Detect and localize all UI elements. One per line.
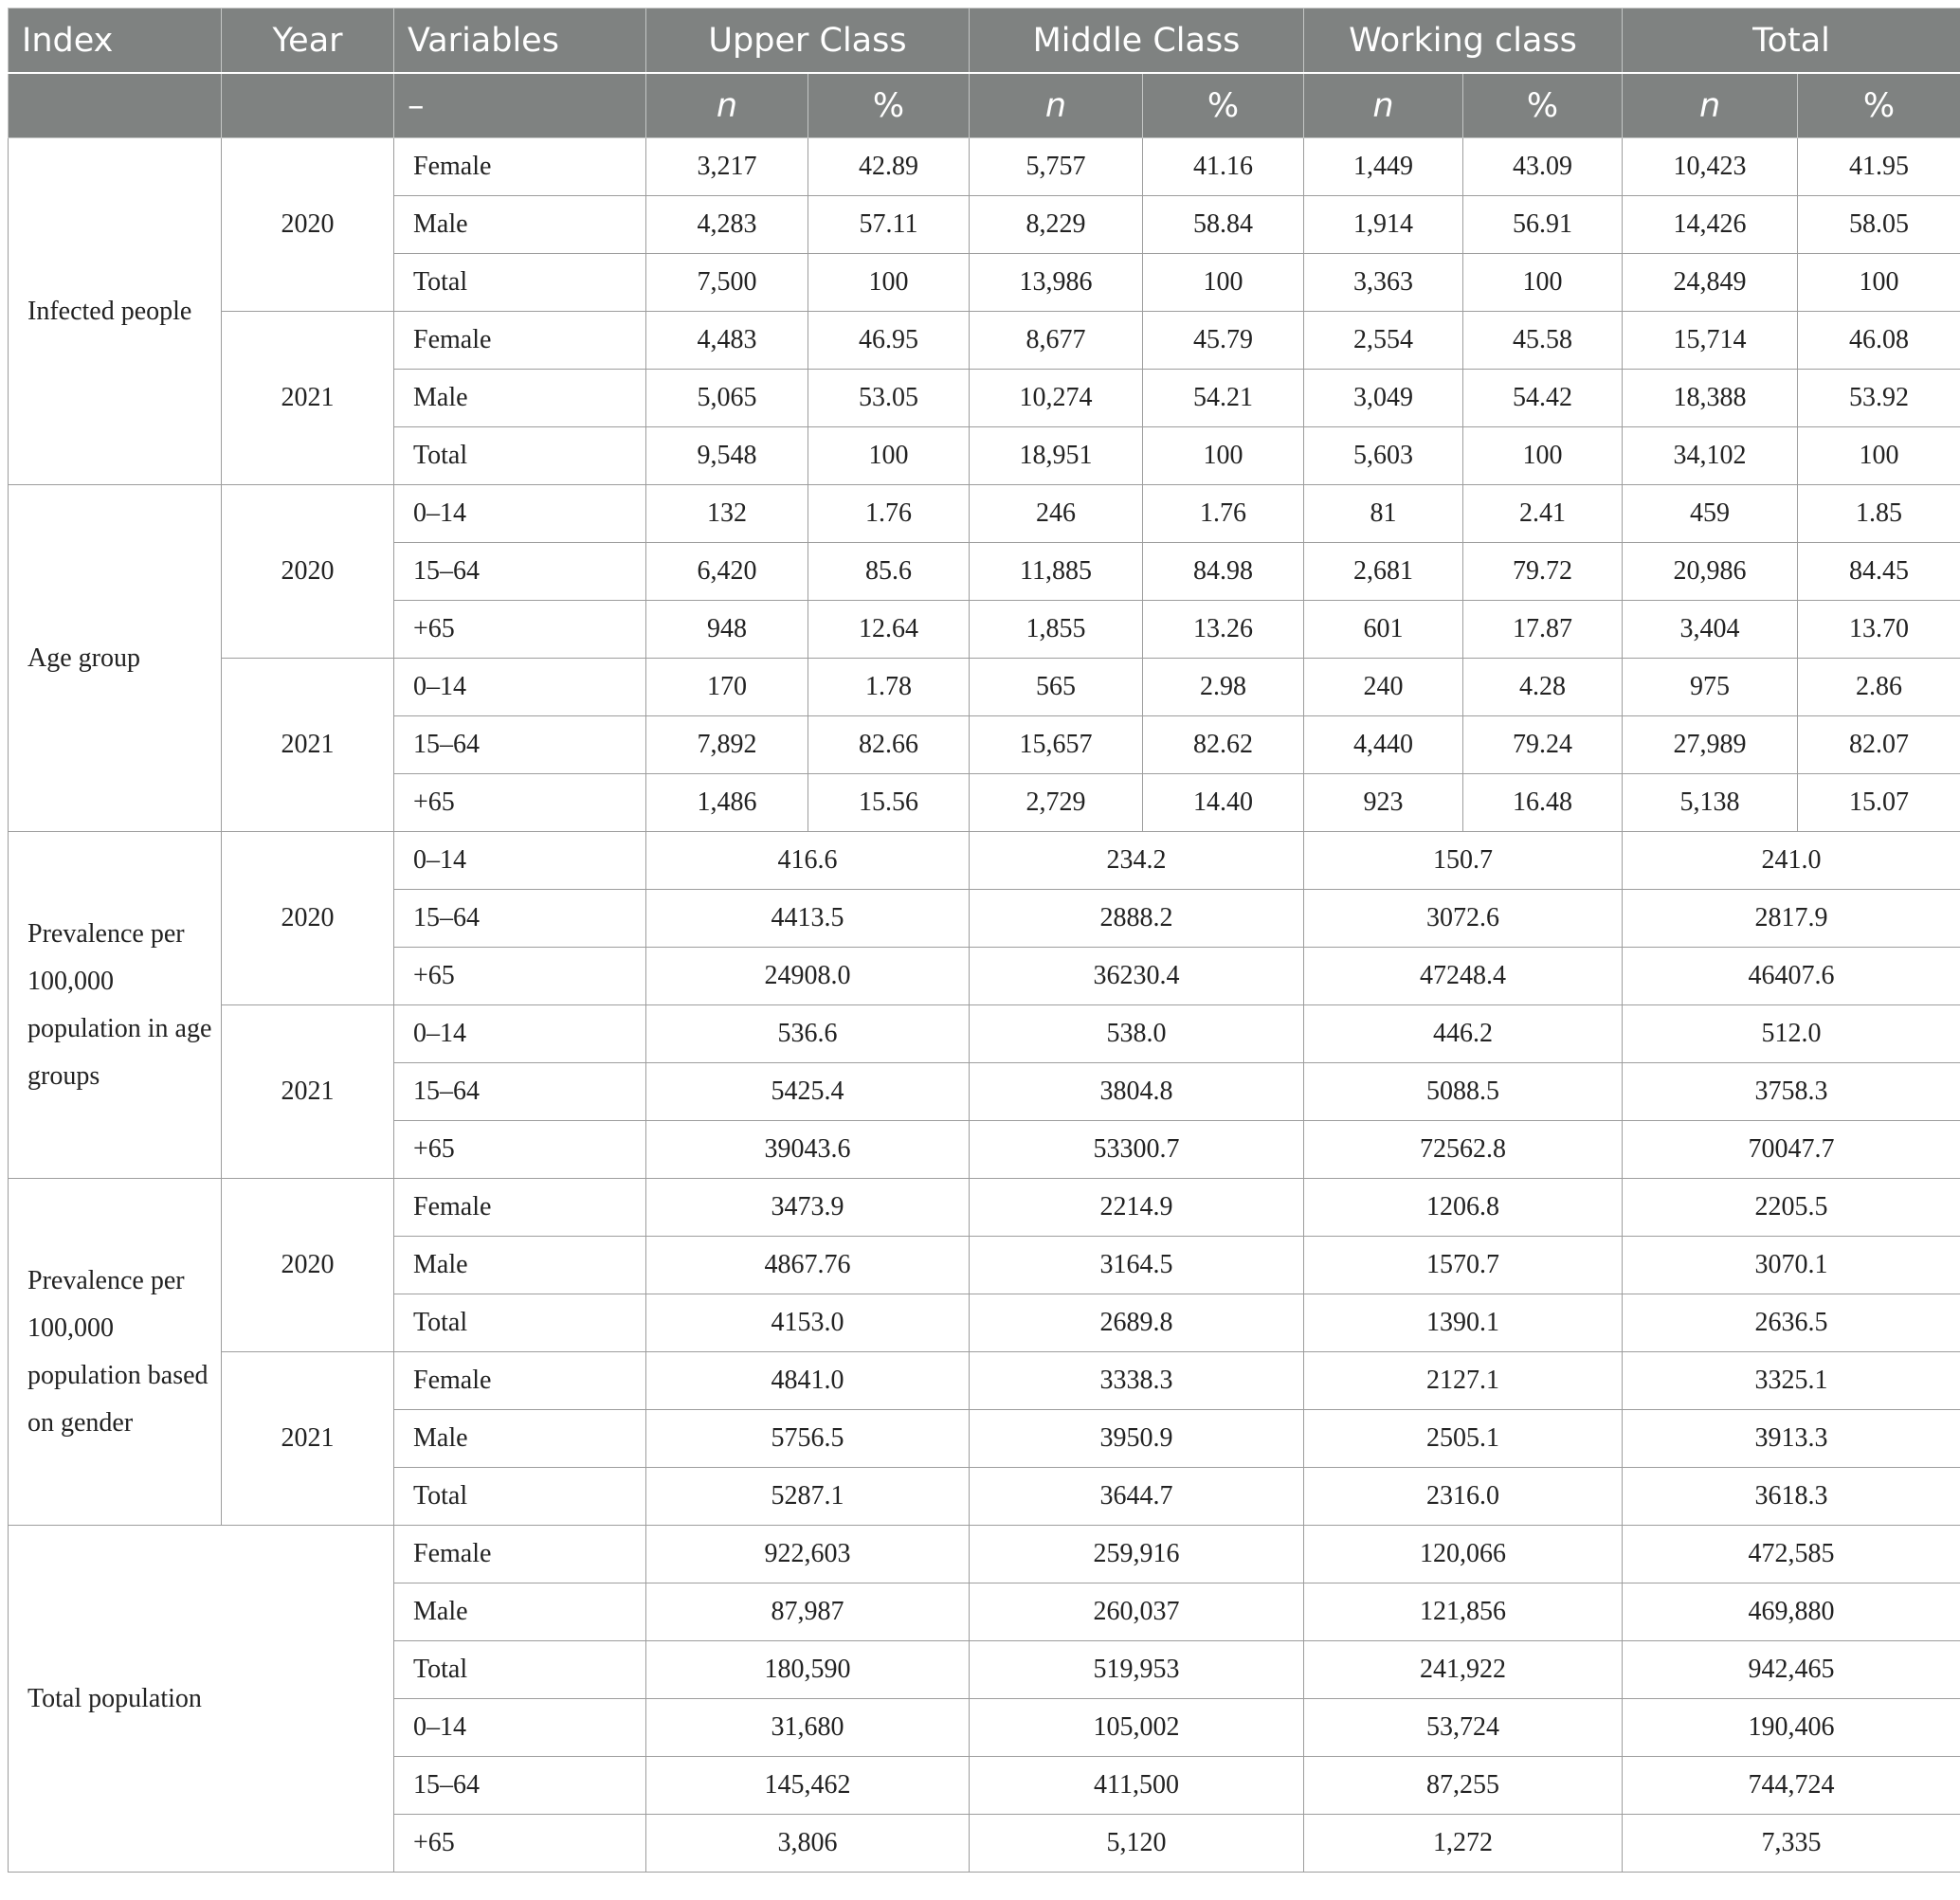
table-row — [9, 312, 1960, 370]
year-cell: 2021 — [222, 1352, 394, 1526]
value-cell: 2205.5 — [1623, 1179, 1960, 1237]
index-cell: Prevalence per 100,000 population based on gender — [9, 1179, 222, 1526]
variable-cell: Total — [394, 254, 646, 312]
value-cell: 18,951 — [970, 427, 1143, 485]
value-cell: 2.41 — [1463, 485, 1623, 543]
value-cell: 3,806 — [646, 1815, 970, 1873]
value-cell: 241,922 — [1304, 1641, 1623, 1699]
header-year-blank — [222, 73, 394, 138]
value-cell: 1390.1 — [1304, 1294, 1623, 1352]
value-cell: 4,440 — [1304, 716, 1463, 774]
value-cell: 13,986 — [970, 254, 1143, 312]
year-cell: 2021 — [222, 659, 394, 832]
variable-cell: 15–64 — [394, 543, 646, 601]
index-cell: Infected people — [9, 138, 222, 485]
value-cell: 241.0 — [1623, 832, 1960, 890]
value-cell: 15.56 — [808, 774, 970, 832]
header-middle-class: Middle Class — [970, 9, 1304, 74]
value-cell: 5,065 — [646, 370, 808, 427]
value-cell: 1.85 — [1798, 485, 1960, 543]
value-cell: 2.98 — [1143, 659, 1304, 716]
value-cell: 5425.4 — [646, 1063, 970, 1121]
value-cell: 85.6 — [808, 543, 970, 601]
value-cell: 1.76 — [1143, 485, 1304, 543]
value-cell: 259,916 — [970, 1526, 1304, 1583]
value-cell: 15,714 — [1623, 312, 1798, 370]
year-cell: 2020 — [222, 832, 394, 1005]
table-row — [9, 659, 1960, 716]
variable-cell: Total — [394, 1468, 646, 1526]
value-cell: 1570.7 — [1304, 1237, 1623, 1294]
value-cell: 47248.4 — [1304, 948, 1623, 1005]
value-cell: 11,885 — [970, 543, 1143, 601]
value-cell: 87,987 — [646, 1583, 970, 1641]
value-cell: 472,585 — [1623, 1526, 1960, 1583]
value-cell: 1,486 — [646, 774, 808, 832]
value-cell: 411,500 — [970, 1757, 1304, 1815]
header-pct: % — [808, 73, 970, 138]
value-cell: 41.16 — [1143, 138, 1304, 196]
value-cell: 14.40 — [1143, 774, 1304, 832]
value-cell: 3,404 — [1623, 601, 1798, 659]
value-cell: 1,855 — [970, 601, 1143, 659]
value-cell: 16.48 — [1463, 774, 1623, 832]
header-n: n — [646, 73, 808, 138]
value-cell: 3644.7 — [970, 1468, 1304, 1526]
value-cell: 3325.1 — [1623, 1352, 1960, 1410]
value-cell: 100 — [1143, 254, 1304, 312]
table-row — [9, 1005, 1960, 1063]
value-cell: 922,603 — [646, 1526, 970, 1583]
value-cell: 1206.8 — [1304, 1179, 1623, 1237]
value-cell: 72562.8 — [1304, 1121, 1623, 1179]
value-cell: 6,420 — [646, 543, 808, 601]
value-cell: 3070.1 — [1623, 1237, 1960, 1294]
value-cell: 31,680 — [646, 1699, 970, 1757]
value-cell: 7,500 — [646, 254, 808, 312]
index-cell: Prevalence per 100,000 population in age groups — [9, 832, 222, 1179]
value-cell: 3473.9 — [646, 1179, 970, 1237]
header-row-1 — [9, 9, 1960, 74]
value-cell: 2888.2 — [970, 890, 1304, 948]
header-index-blank — [9, 73, 222, 138]
value-cell: 1,272 — [1304, 1815, 1623, 1873]
value-cell: 53.05 — [808, 370, 970, 427]
value-cell: 18,388 — [1623, 370, 1798, 427]
value-cell: 4841.0 — [646, 1352, 970, 1410]
year-cell: 2020 — [222, 485, 394, 659]
header-row-2 — [9, 73, 1960, 138]
header-total: Total — [1623, 9, 1960, 74]
value-cell: 3913.3 — [1623, 1410, 1960, 1468]
value-cell: 57.11 — [808, 196, 970, 254]
value-cell: 56.91 — [1463, 196, 1623, 254]
year-cell: 2020 — [222, 138, 394, 312]
value-cell: 246 — [970, 485, 1143, 543]
value-cell: 15,657 — [970, 716, 1143, 774]
value-cell: 84.45 — [1798, 543, 1960, 601]
index-cell: Total population — [9, 1526, 394, 1873]
value-cell: 5287.1 — [646, 1468, 970, 1526]
table-row — [9, 1179, 1960, 1237]
table-header — [9, 9, 1960, 138]
year-cell: 2021 — [222, 312, 394, 485]
value-cell: 36230.4 — [970, 948, 1304, 1005]
value-cell: 20,986 — [1623, 543, 1798, 601]
value-cell: 4,283 — [646, 196, 808, 254]
value-cell: 13.70 — [1798, 601, 1960, 659]
header-variables-dash: – — [394, 73, 646, 138]
value-cell: 5,603 — [1304, 427, 1463, 485]
value-cell: 3,217 — [646, 138, 808, 196]
variable-cell: Male — [394, 1237, 646, 1294]
year-cell: 2020 — [222, 1179, 394, 1352]
header-n: n — [1623, 73, 1798, 138]
value-cell: 82.62 — [1143, 716, 1304, 774]
value-cell: 8,229 — [970, 196, 1143, 254]
value-cell: 4867.76 — [646, 1237, 970, 1294]
variable-cell: +65 — [394, 1121, 646, 1179]
value-cell: 145,462 — [646, 1757, 970, 1815]
table-row — [9, 138, 1960, 196]
variable-cell: Male — [394, 1583, 646, 1641]
header-variables: Variables — [394, 9, 646, 74]
value-cell: 2,681 — [1304, 543, 1463, 601]
value-cell: 120,066 — [1304, 1526, 1623, 1583]
value-cell: 7,892 — [646, 716, 808, 774]
value-cell: 100 — [1463, 427, 1623, 485]
variable-cell: +65 — [394, 774, 646, 832]
value-cell: 5,120 — [970, 1815, 1304, 1873]
value-cell: 260,037 — [970, 1583, 1304, 1641]
value-cell: 10,423 — [1623, 138, 1798, 196]
value-cell: 3,049 — [1304, 370, 1463, 427]
table-body — [9, 138, 1960, 1873]
value-cell: 70047.7 — [1623, 1121, 1960, 1179]
value-cell: 3338.3 — [970, 1352, 1304, 1410]
value-cell: 14,426 — [1623, 196, 1798, 254]
value-cell: 79.24 — [1463, 716, 1623, 774]
value-cell: 5,138 — [1623, 774, 1798, 832]
value-cell: 536.6 — [646, 1005, 970, 1063]
value-cell: 1,449 — [1304, 138, 1463, 196]
header-upper-class: Upper Class — [646, 9, 970, 74]
variable-cell: 0–14 — [394, 1005, 646, 1063]
variable-cell: Female — [394, 1526, 646, 1583]
value-cell: 190,406 — [1623, 1699, 1960, 1757]
variable-cell: Total — [394, 427, 646, 485]
header-index: Index — [9, 9, 222, 74]
value-cell: 46407.6 — [1623, 948, 1960, 1005]
value-cell: 13.26 — [1143, 601, 1304, 659]
value-cell: 105,002 — [970, 1699, 1304, 1757]
value-cell: 46.95 — [808, 312, 970, 370]
variable-cell: 0–14 — [394, 485, 646, 543]
header-n: n — [970, 73, 1143, 138]
value-cell: 234.2 — [970, 832, 1304, 890]
value-cell: 58.84 — [1143, 196, 1304, 254]
value-cell: 53300.7 — [970, 1121, 1304, 1179]
index-cell: Age group — [9, 485, 222, 832]
variable-cell: 0–14 — [394, 659, 646, 716]
variable-cell: 0–14 — [394, 1699, 646, 1757]
variable-cell: Female — [394, 312, 646, 370]
value-cell: 975 — [1623, 659, 1798, 716]
value-cell: 5,757 — [970, 138, 1143, 196]
variable-cell: 0–14 — [394, 832, 646, 890]
variable-cell: Female — [394, 1352, 646, 1410]
value-cell: 1.78 — [808, 659, 970, 716]
value-cell: 17.87 — [1463, 601, 1623, 659]
variable-cell: 15–64 — [394, 716, 646, 774]
value-cell: 948 — [646, 601, 808, 659]
value-cell: 3072.6 — [1304, 890, 1623, 948]
value-cell: 100 — [1463, 254, 1623, 312]
value-cell: 12.64 — [808, 601, 970, 659]
value-cell: 5088.5 — [1304, 1063, 1623, 1121]
value-cell: 46.08 — [1798, 312, 1960, 370]
value-cell: 1,914 — [1304, 196, 1463, 254]
value-cell: 512.0 — [1623, 1005, 1960, 1063]
value-cell: 132 — [646, 485, 808, 543]
value-cell: 3804.8 — [970, 1063, 1304, 1121]
value-cell: 519,953 — [970, 1641, 1304, 1699]
variable-cell: Total — [394, 1641, 646, 1699]
variable-cell: +65 — [394, 601, 646, 659]
value-cell: 2505.1 — [1304, 1410, 1623, 1468]
header-pct: % — [1798, 73, 1960, 138]
variable-cell: Female — [394, 1179, 646, 1237]
table-row — [9, 485, 1960, 543]
value-cell: 150.7 — [1304, 832, 1623, 890]
value-cell: 240 — [1304, 659, 1463, 716]
value-cell: 41.95 — [1798, 138, 1960, 196]
value-cell: 53,724 — [1304, 1699, 1623, 1757]
value-cell: 45.58 — [1463, 312, 1623, 370]
value-cell: 24,849 — [1623, 254, 1798, 312]
value-cell: 170 — [646, 659, 808, 716]
value-cell: 79.72 — [1463, 543, 1623, 601]
value-cell: 3758.3 — [1623, 1063, 1960, 1121]
value-cell: 53.92 — [1798, 370, 1960, 427]
variable-cell: +65 — [394, 948, 646, 1005]
value-cell: 82.07 — [1798, 716, 1960, 774]
variable-cell: 15–64 — [394, 1757, 646, 1815]
value-cell: 416.6 — [646, 832, 970, 890]
value-cell: 2.86 — [1798, 659, 1960, 716]
value-cell: 100 — [1143, 427, 1304, 485]
value-cell: 15.07 — [1798, 774, 1960, 832]
table-row — [9, 832, 1960, 890]
value-cell: 58.05 — [1798, 196, 1960, 254]
value-cell: 4413.5 — [646, 890, 970, 948]
value-cell: 4,483 — [646, 312, 808, 370]
header-year: Year — [222, 9, 394, 74]
header-n: n — [1304, 73, 1463, 138]
value-cell: 8,677 — [970, 312, 1143, 370]
variable-cell: Total — [394, 1294, 646, 1352]
value-cell: 3164.5 — [970, 1237, 1304, 1294]
value-cell: 24908.0 — [646, 948, 970, 1005]
year-cell: 2021 — [222, 1005, 394, 1179]
value-cell: 84.98 — [1143, 543, 1304, 601]
value-cell: 446.2 — [1304, 1005, 1623, 1063]
value-cell: 1.76 — [808, 485, 970, 543]
value-cell: 3950.9 — [970, 1410, 1304, 1468]
value-cell: 4.28 — [1463, 659, 1623, 716]
value-cell: 923 — [1304, 774, 1463, 832]
value-cell: 7,335 — [1623, 1815, 1960, 1873]
value-cell: 2636.5 — [1623, 1294, 1960, 1352]
value-cell: 2316.0 — [1304, 1468, 1623, 1526]
header-working-class: Working class — [1304, 9, 1623, 74]
variable-cell: +65 — [394, 1815, 646, 1873]
value-cell: 5756.5 — [646, 1410, 970, 1468]
value-cell: 538.0 — [970, 1005, 1304, 1063]
value-cell: 2127.1 — [1304, 1352, 1623, 1410]
variable-cell: Male — [394, 370, 646, 427]
header-pct: % — [1143, 73, 1304, 138]
value-cell: 3,363 — [1304, 254, 1463, 312]
value-cell: 42.89 — [808, 138, 970, 196]
value-cell: 45.79 — [1143, 312, 1304, 370]
value-cell: 744,724 — [1623, 1757, 1960, 1815]
variable-cell: Male — [394, 1410, 646, 1468]
value-cell: 82.66 — [808, 716, 970, 774]
variable-cell: Female — [394, 138, 646, 196]
variable-cell: 15–64 — [394, 1063, 646, 1121]
value-cell: 601 — [1304, 601, 1463, 659]
table-row — [9, 1526, 1960, 1583]
value-cell: 942,465 — [1623, 1641, 1960, 1699]
table-row — [9, 1352, 1960, 1410]
value-cell: 43.09 — [1463, 138, 1623, 196]
value-cell: 39043.6 — [646, 1121, 970, 1179]
value-cell: 27,989 — [1623, 716, 1798, 774]
value-cell: 121,856 — [1304, 1583, 1623, 1641]
value-cell: 100 — [1798, 427, 1960, 485]
value-cell: 10,274 — [970, 370, 1143, 427]
data-table — [8, 8, 1960, 1873]
value-cell: 469,880 — [1623, 1583, 1960, 1641]
value-cell: 2,729 — [970, 774, 1143, 832]
variable-cell: 15–64 — [394, 890, 646, 948]
header-pct: % — [1463, 73, 1623, 138]
value-cell: 2214.9 — [970, 1179, 1304, 1237]
value-cell: 565 — [970, 659, 1143, 716]
value-cell: 180,590 — [646, 1641, 970, 1699]
value-cell: 4153.0 — [646, 1294, 970, 1352]
value-cell: 100 — [1798, 254, 1960, 312]
value-cell: 100 — [808, 254, 970, 312]
value-cell: 2,554 — [1304, 312, 1463, 370]
value-cell: 54.42 — [1463, 370, 1623, 427]
value-cell: 3618.3 — [1623, 1468, 1960, 1526]
value-cell: 54.21 — [1143, 370, 1304, 427]
value-cell: 2817.9 — [1623, 890, 1960, 948]
variable-cell: Male — [394, 196, 646, 254]
value-cell: 100 — [808, 427, 970, 485]
value-cell: 87,255 — [1304, 1757, 1623, 1815]
value-cell: 9,548 — [646, 427, 808, 485]
value-cell: 2689.8 — [970, 1294, 1304, 1352]
value-cell: 459 — [1623, 485, 1798, 543]
value-cell: 34,102 — [1623, 427, 1798, 485]
value-cell: 81 — [1304, 485, 1463, 543]
